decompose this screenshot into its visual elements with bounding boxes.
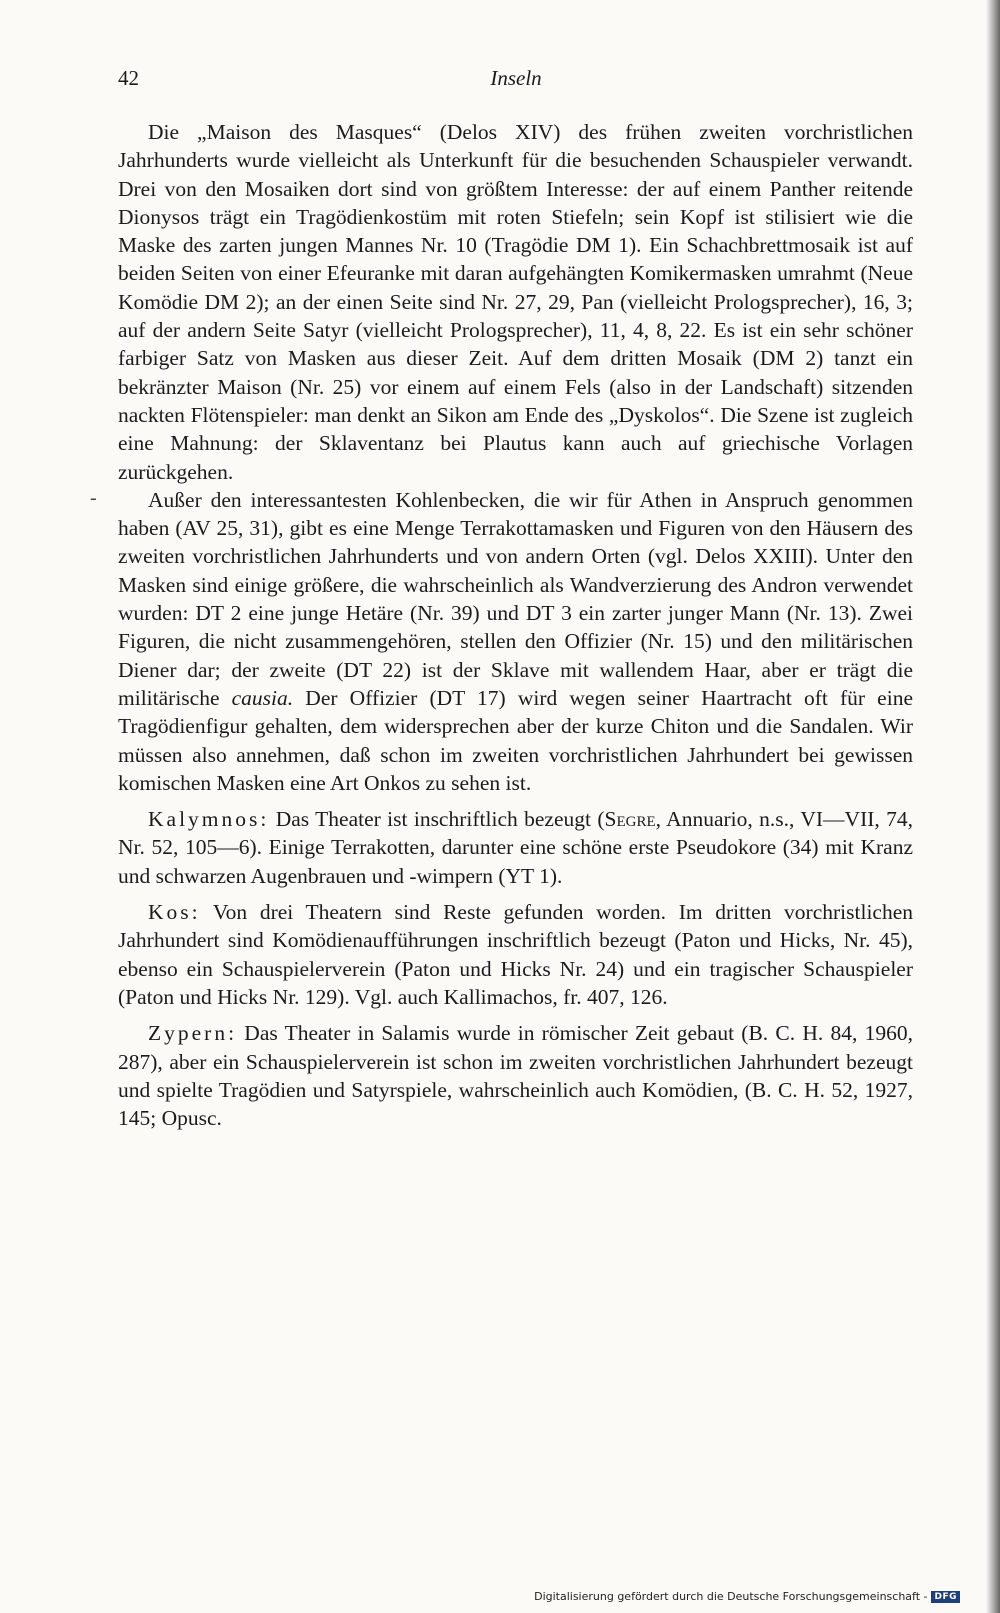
paragraph-text: Von drei Theatern sind Reste gefunden worden. Im dritten vorchristlichen Jahrhundert sind Komödienaufführungen inschriftlich bezeugt (Paton und Hicks, Nr. 45), ebenso ein Schauspielerverein (Paton und Hicks Nr. 24) und ein tragischer Schauspieler (Paton und Hicks Nr. 129). Vgl. auch Kallimachos, fr. 407, 126. xyxy=(118,900,913,1009)
paragraph-terrakotten xyxy=(118,486,913,797)
page-edge-shadow xyxy=(986,0,1000,1613)
paragraph-maison-des-masques: Die „Maison des Masques“ (Delos XIV) des frühen zweiten vorchristlichen Jahrhunderts wurde vielleicht als Unterkunft für die besuchenden Schauspieler verwandt. Drei von den Mosaiken dort sind von größtem Interesse: der auf einem Panther reitende Dionysos trägt ein Tragödienkostüm mit roten Stiefeln; sein Kopf ist stilisiert wie die Maske des zarten jungen Mannes Nr. 10 (Tragödie DM 1). Ein Schachbrettmosaik ist auf beiden Seiten von einer Efeuranke mit daran aufgehängten Komikermasken umrahmt (Neue Komödie DM 2); an der einen Seite sind Nr. 27, 29, Pan (vielleicht Prologsprecher), 16, 3; auf der andern Seite Satyr (vielleicht Prologsprecher), 11, 4, 8, 22. Es ist ein sehr schöner farbiger Satz von Masken aus dieser Zeit. Auf dem dritten Mosaik (DM 2) tanzt ein bekränzter Maison (Nr. 25) vor einem auf einem Fels (also in der Landschaft) sitzenden nackten Flötenspieler: man denkt an Sikon am Ende des „Dyskolos“. Die Szene ist zugleich eine Mahnung: der Sklaventanz bei Plautus kann auch auf griechische Vorlagen zurückgehen. xyxy=(118,120,913,484)
paragraph-text: Außer den interessantesten Kohlenbecken, die wir für Athen in Anspruch genommen haben (AV 25, 31), gibt es eine Menge Terrakottamasken und Figuren von den Häusern des zweiten vorchristlichen Jahrhunderts und von andern Orten (vgl. Delos XXIII). Unter den Masken sind einige größere, die wahrscheinlich als Wandverzierung des Andron verwendet wurden: DT 2 eine junge Hetäre (Nr. 39) und DT 3 ein zarter junger Mann (Nr. 13). Zwei Figuren, die nicht zusammengehören, stellen den Offizier (Nr. 15) und den militärischen Diener dar; der zweite (DT 22) ist der Sklave mit wallendem Haar, aber er trägt die militärische xyxy=(118,487,913,710)
section-heading-kos: Kos: xyxy=(148,900,201,925)
running-head xyxy=(118,66,914,94)
credit-text: Digitalisierung gefördert durch die Deutsche Forschungsgemeinschaft - xyxy=(534,1590,928,1603)
paragraph-kos xyxy=(118,898,913,1011)
paragraph-text: Der Offizier (DT 17) wird wegen seiner Haartracht oft für eine Tragödienfigur gehalten, dem widersprechen aber der kurze Chiton und die Sandalen. Wir müssen also annehmen, daß schon im zweiten vorchristlichen Jahrhundert bei gewissen komischen Masken eine Art Onkos zu sehen ist. xyxy=(118,685,913,795)
paragraph-text: , Annuario, n.s., VI—VII, 74, Nr. 52, 105—6). Einige Terrakotten, darunter eine schöne erste Pseudokore (34) mit Kranz und schwarzen Augenbrauen und -wimpern (YT 1). xyxy=(118,807,914,888)
paragraph-text: Das Theater ist inschriftlich bezeugt ( xyxy=(269,807,605,832)
paragraph-kalymnos xyxy=(118,805,913,890)
italic-term: causia. xyxy=(231,685,294,710)
paragraph-zypern xyxy=(118,1019,913,1132)
body-text xyxy=(118,118,913,1132)
author-smallcaps: Segre xyxy=(604,807,656,832)
running-title: Inseln xyxy=(490,66,542,90)
section-heading-zypern: Zypern: xyxy=(148,1021,238,1046)
paragraph-text: Das Theater in Salamis wurde in römischer Zeit gebaut (B. C. H. 84, 1960, 287), aber ein Schauspielerverein ist schon im zweiten vorchristlichen Jahrhundert bezeugt und spielte Tragödien und Satyrspiele, wahrscheinlich auch Komödien, (B. C. H. 52, 1927, 145; Opusc. xyxy=(118,1021,913,1131)
dfg-logo: DFG xyxy=(931,1591,960,1603)
margin-mark: - xyxy=(90,487,97,509)
page-number: 42 xyxy=(118,66,139,90)
section-heading-kalymnos: Kalymnos: xyxy=(148,807,270,832)
digitization-credit xyxy=(534,1590,960,1603)
